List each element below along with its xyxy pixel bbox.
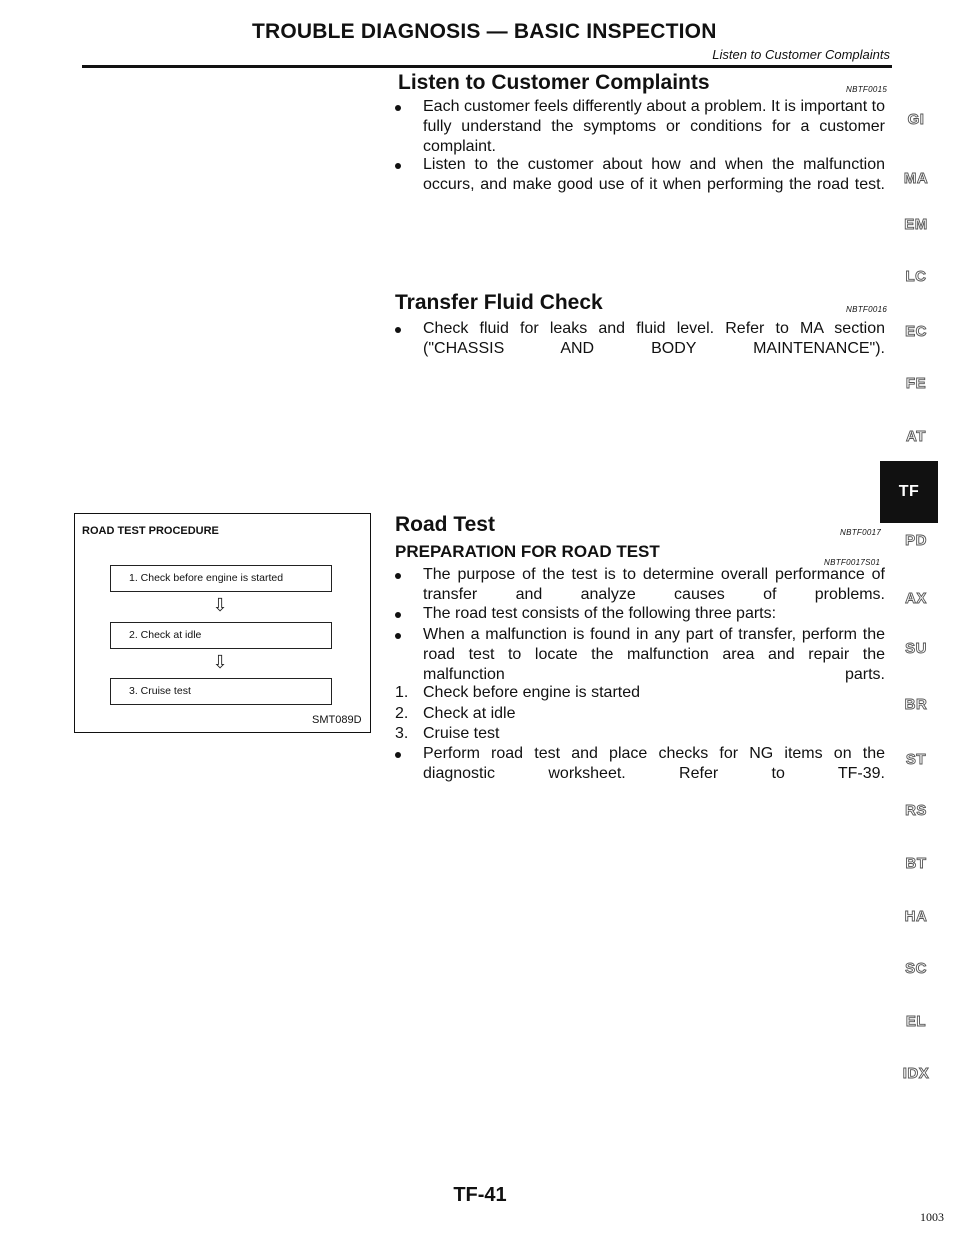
page-title: TROUBLE DIAGNOSIS — BASIC INSPECTION (252, 20, 717, 43)
side-tab-su[interactable]: SU (905, 640, 927, 657)
list-item (395, 97, 885, 157)
section-code-listen: NBTF0015 (846, 85, 888, 94)
list-item (395, 704, 885, 724)
bullet-icon (395, 744, 401, 764)
side-tab-ma[interactable]: MA (903, 170, 929, 187)
step-number: 2. (395, 705, 409, 722)
bullet-text: Check fluid for leaks and fluid level. Refer to MA section ("CHASSIS AND BODY MAINTENANCE"). (423, 320, 885, 357)
bullet-text: When a malfunction is found in any part of transfer, perform the road test to locate the malfunction area and repair the malfunction parts. (423, 626, 885, 683)
side-tab-br[interactable]: BR (904, 696, 928, 713)
figure-code: SMT089D (312, 714, 362, 726)
figure-step-box: 1. Check before engine is started (110, 565, 332, 592)
bullet-text: The road test consists of the following three parts: (423, 605, 777, 622)
side-tab-rs[interactable]: RS (905, 802, 927, 819)
bullet-icon (395, 565, 401, 585)
section-heading-road: Road Test (395, 513, 495, 536)
step-text: Cruise test (423, 725, 500, 742)
section-code-fluid: NBTF0016 (846, 305, 888, 314)
page-index: 1003 (920, 1210, 944, 1224)
figure-step-box: 2. Check at idle (110, 622, 332, 649)
section-heading-listen: Listen to Customer Complaints (398, 71, 710, 94)
bullet-icon (395, 155, 401, 175)
side-tab-ha[interactable]: HA (904, 908, 928, 925)
side-tab-st[interactable]: ST (905, 751, 927, 768)
list-item (395, 319, 885, 359)
step-number: 1. (395, 684, 409, 701)
step-text: Check before engine is started (423, 684, 641, 701)
page-number: TF-41 (453, 1184, 507, 1206)
side-tab-tf[interactable]: TF (880, 461, 938, 523)
bullet-icon (395, 604, 401, 624)
bullet-text: Each customer feels differently about a problem. It is important to fully understand the symptoms or conditions for a customer complaint. (423, 98, 885, 155)
bullet-icon (395, 319, 401, 339)
list-item (395, 683, 885, 703)
list-item (395, 625, 885, 685)
side-tab-lc[interactable]: LC (905, 268, 927, 285)
side-tab-fe[interactable]: FE (905, 375, 927, 392)
list-item (395, 744, 885, 784)
list-item (395, 724, 885, 744)
list-item (395, 604, 885, 624)
subheading-preparation: PREPARATION FOR ROAD TEST (395, 542, 660, 561)
bullet-text: Listen to the customer about how and when the malfunction occurs, and make good use of it when performing the road test. (423, 156, 885, 193)
side-tab-ec[interactable]: EC (905, 323, 927, 340)
list-item (395, 565, 885, 605)
bullet-text: Perform road test and place checks for NG items on the diagnostic worksheet. Refer to TF-39. (423, 745, 885, 782)
down-arrow-icon: ⇩ (212, 652, 228, 672)
step-number: 3. (395, 725, 409, 742)
figure-step-box: 3. Cruise test (110, 678, 332, 705)
step-text: Check at idle (423, 705, 516, 722)
side-tab-sc[interactable]: SC (905, 960, 927, 977)
side-tab-pd[interactable]: PD (905, 532, 927, 549)
figure-title: ROAD TEST PROCEDURE (82, 525, 219, 537)
subheading-code: NBTF0017S01 (824, 558, 881, 567)
page-subtitle: Listen to Customer Complaints (712, 47, 890, 62)
bullet-icon (395, 97, 401, 117)
header-rule (82, 65, 892, 68)
section-code-road: NBTF0017 (840, 528, 882, 537)
side-tab-el[interactable]: EL (905, 1013, 927, 1030)
list-item (395, 155, 885, 195)
section-heading-fluid: Transfer Fluid Check (395, 291, 603, 314)
bullet-text: The purpose of the test is to determine overall performance of transfer and analyze causes of problems. (423, 566, 885, 603)
down-arrow-icon: ⇩ (212, 595, 228, 615)
side-tab-ax[interactable]: AX (905, 590, 927, 607)
side-tab-gi[interactable]: GI (907, 111, 925, 128)
side-tab-bt[interactable]: BT (905, 855, 927, 872)
side-tab-idx[interactable]: IDX (902, 1065, 930, 1082)
bullet-icon (395, 625, 401, 645)
side-tab-em[interactable]: EM (904, 216, 928, 233)
side-tab-at[interactable]: AT (906, 428, 926, 445)
